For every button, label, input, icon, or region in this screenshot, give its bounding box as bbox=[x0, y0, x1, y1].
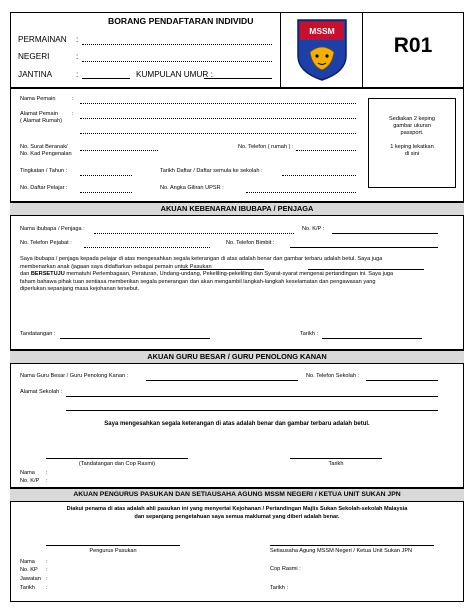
student-no-field[interactable] bbox=[80, 192, 132, 193]
colon: : bbox=[46, 478, 48, 484]
colon: : bbox=[46, 576, 48, 582]
parent-office-phone-label: No. Telefon Pejabat : bbox=[20, 240, 72, 246]
principal-date-field[interactable] bbox=[290, 458, 382, 459]
manager-title: Pengurus Pasukan bbox=[89, 548, 137, 554]
declaration-line-2: membenarkan anak /jagaan saya didaftarkan sebagai pemain untuk Pasukan bbox=[20, 263, 212, 270]
photo-instruction-2: gambar ukuran bbox=[393, 123, 431, 129]
principal-confirmation: Saya mengesahkan segala keterangan di atas adalah benar dan gambar terbaru adalah betul. bbox=[104, 421, 370, 427]
secretary-date-label: Tarikh : bbox=[270, 585, 289, 591]
birth-cert-label: No. Surat Beranak/ bbox=[20, 144, 68, 150]
colon: : bbox=[46, 585, 48, 591]
parent-mobile-label: No. Telefon Bimbit : bbox=[226, 240, 275, 246]
colon: : bbox=[72, 111, 74, 117]
school-address-field-1[interactable] bbox=[66, 396, 438, 397]
field-label-jantina: JANTINA bbox=[18, 70, 53, 79]
official-stamp-label: Cop Rasmi : bbox=[270, 566, 301, 572]
manager-statement-1: Diakui penama di atas adalah ahli pasukan ini yang menyertai Kejohanan / Pertandingan Majlis Sukan Sekolah-sekolah Malaysia bbox=[66, 506, 408, 512]
principal-kp-short-label: No. K/P bbox=[20, 478, 40, 484]
photo-instruction-5: 1 keping lekatkan bbox=[390, 144, 434, 150]
colon: : bbox=[46, 559, 48, 565]
parent-mobile-field[interactable] bbox=[290, 247, 438, 248]
school-register-date-field[interactable] bbox=[282, 175, 356, 176]
manager-banner: AKUAN PENGURUS PASUKAN DAN SETIAUSAHA AGUNG MSSM NEGERI / KETUA UNIT SUKAN JPN bbox=[10, 488, 464, 502]
parent-kp-label: No. K/P : bbox=[302, 226, 325, 232]
parent-kp-field[interactable] bbox=[332, 233, 438, 234]
mssm-logo bbox=[294, 16, 350, 82]
ic-label: No. Kad Pengenalan bbox=[20, 151, 72, 157]
home-phone-label: No. Telefon ( rumah ) : bbox=[238, 144, 294, 150]
upsr-label: No. Angka Giliran UPSR : bbox=[160, 185, 224, 191]
manager-statement-2: dan sepanjang pengetahuan saya semua maklumat yang diberi adalah benar. bbox=[134, 514, 340, 520]
jantina-field[interactable] bbox=[82, 78, 130, 79]
school-address-label: Alamat Sekolah : bbox=[20, 389, 63, 395]
player-name-label: Nama Pemain bbox=[20, 96, 56, 102]
negeri-field[interactable] bbox=[82, 61, 272, 62]
player-address-label: Alamat Pemain bbox=[20, 111, 58, 117]
school-address-field-2[interactable] bbox=[66, 410, 438, 411]
player-address-label-2: ( Alamat Rumah) bbox=[20, 118, 62, 124]
field-sep: : bbox=[76, 35, 79, 44]
photo-instruction-4 bbox=[369, 137, 455, 144]
principal-banner: AKUAN GURU BESAR / GURU PENOLONG KANAN bbox=[10, 350, 464, 364]
manager-signature-field[interactable] bbox=[46, 545, 180, 546]
school-register-date-label: Tarikh Daftar / Daftar semula ke sekolah : bbox=[160, 168, 263, 174]
sign-stamp-label: (Tandatangan dan Cop Rasmi) bbox=[78, 461, 156, 467]
player-address-field-1[interactable] bbox=[80, 118, 356, 119]
colon: : bbox=[46, 470, 48, 476]
secretary-signature-field[interactable] bbox=[270, 545, 434, 546]
principal-date-label: Tarikh bbox=[328, 461, 344, 467]
parent-signature-label: Tandatangan : bbox=[20, 331, 56, 337]
student-no-label: No. Daftar Pelajar : bbox=[20, 185, 68, 191]
colon: : bbox=[72, 96, 74, 102]
header-divider-1 bbox=[280, 12, 281, 88]
field-label-negeri: NEGERI bbox=[18, 52, 50, 61]
manager-name-label: Nama bbox=[20, 559, 35, 565]
field-sep: : bbox=[76, 70, 79, 79]
grade-label: Tingkatan / Tahun : bbox=[20, 168, 68, 174]
photo-box bbox=[368, 98, 456, 188]
manager-kp-label: No. KP bbox=[20, 567, 38, 573]
upsr-field[interactable] bbox=[246, 192, 356, 193]
photo-instruction-3: passport. bbox=[400, 130, 424, 136]
field-label-permainan: PERMAINAN bbox=[18, 35, 67, 44]
parent-office-phone-field[interactable] bbox=[84, 247, 210, 248]
logo-text: MSSM bbox=[309, 26, 335, 36]
player-name-field[interactable] bbox=[80, 103, 356, 104]
school-phone-field[interactable] bbox=[366, 380, 438, 381]
parent-name-label: Nama ibubapa / Penjaga : bbox=[20, 226, 85, 232]
age-group-label: KUMPULAN UMUR : bbox=[136, 70, 213, 79]
parent-signature-field[interactable] bbox=[60, 338, 210, 339]
parent-declaration bbox=[20, 256, 456, 294]
form-code: R01 bbox=[393, 34, 433, 57]
player-address-field-2[interactable] bbox=[80, 133, 356, 134]
age-group-field[interactable] bbox=[204, 78, 272, 79]
ic-field[interactable] bbox=[80, 150, 158, 151]
home-phone-field[interactable] bbox=[296, 150, 356, 151]
parent-date-field[interactable] bbox=[322, 338, 422, 339]
school-phone-label: No. Telefon Sekolah : bbox=[306, 373, 360, 379]
principal-signature-field[interactable] bbox=[46, 458, 188, 459]
principal-name-field[interactable] bbox=[146, 380, 298, 381]
declaration-player-name-blank[interactable] bbox=[180, 269, 264, 270]
manager-date-label: Tarikh bbox=[20, 585, 35, 591]
photo-instruction-1: Sediakan 2 keping bbox=[388, 116, 436, 122]
declaration-line-5: diperlukan sepanjang masa kejohanan tersebut. bbox=[20, 286, 140, 293]
colon: : bbox=[46, 567, 48, 573]
parent-banner: AKUAN KEBENARAN IBUBAPA / PENJAGA bbox=[10, 202, 464, 216]
manager-position-label: Jawatan bbox=[20, 576, 41, 582]
form-title: BORANG PENDAFTARAN INDIVIDU bbox=[108, 16, 254, 26]
declaration-team-blank[interactable] bbox=[308, 269, 424, 270]
field-sep: : bbox=[76, 52, 79, 61]
secretary-title: Setiausaha Agung MSSM Negeri / Ketua Unit Sukan JPN bbox=[270, 548, 413, 554]
parent-date-label: Tarikh : bbox=[300, 331, 319, 337]
principal-name-short-label: Nama bbox=[20, 470, 35, 476]
declaration-line-1: Saya ibubapa / penjaga kepada pelajar di atas mengesahkan segala keterangan di atas adalah benar dan gambar terbaru adalah betul. Saya juga bbox=[20, 256, 383, 262]
grade-field[interactable] bbox=[80, 175, 132, 176]
declaration-line-3: dan BERSETUJU mematuhi Perlembagaan, Peraturan, Undang-undang, Pekeliling-pekeliling dan Syarat-syarat mengenai pertandingan ini. Saya juga bbox=[20, 271, 394, 278]
principal-name-label: Nama Guru Besar / Guru Penolong Kanan : bbox=[20, 373, 129, 379]
parent-name-field[interactable] bbox=[94, 233, 294, 234]
photo-instruction-6: di sini bbox=[404, 151, 420, 157]
permainan-field[interactable] bbox=[82, 44, 272, 45]
declaration-line-4: faham bahawa pihak tuan sentiasa memberikan segala penerangan dan akan mengambil langkah-langkah keselamatan dan pengawasan yang bbox=[20, 278, 376, 285]
